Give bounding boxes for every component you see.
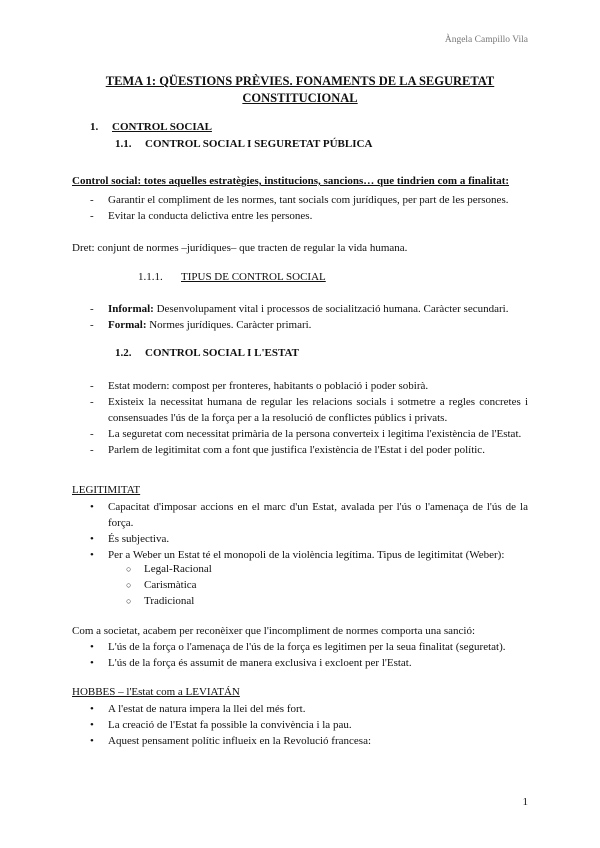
list-item	[72, 531, 528, 547]
circle-marker: ○	[126, 564, 132, 574]
bullet-marker: •	[90, 719, 94, 731]
list-item-text: Legal-Racional	[144, 563, 212, 575]
list-item	[72, 378, 528, 394]
list-item	[72, 317, 528, 333]
list-item-text: Desenvolupament vital i processos de socialització humana. Caràcter secundari.	[153, 303, 509, 315]
societat-list	[72, 639, 528, 671]
heading-text: TIPUS DE CONTROL SOCIAL	[181, 271, 326, 283]
list-item	[72, 577, 528, 593]
heading-number: 1.1.	[115, 138, 132, 150]
dash-marker: -	[90, 194, 94, 206]
list-item-text: La creació de l'Estat fa possible la convivència i la pau.	[108, 719, 352, 731]
list-item-label: Formal:	[108, 319, 147, 331]
list-item	[72, 442, 528, 458]
heading-text: CONTROL SOCIAL	[112, 121, 212, 133]
heading-number: 1.	[90, 121, 99, 133]
heading-control-social	[90, 121, 212, 133]
bullet-marker: •	[90, 641, 94, 653]
bullet-marker: •	[90, 533, 94, 545]
list-item-text: A l'estat de natura impera la llei del més fort.	[108, 703, 306, 715]
list-item	[72, 639, 528, 655]
heading-number: 1.1.1.	[138, 271, 163, 283]
heading-text: CONTROL SOCIAL I SEGURETAT PÚBLICA	[145, 138, 373, 150]
list-item-label: Informal:	[108, 303, 154, 315]
document-title: TEMA 1: QÜESTIONS PRÈVIES. FONAMENTS DE LA SEGURETAT CONSTITUCIONAL	[105, 74, 495, 105]
list-item	[72, 593, 528, 609]
bullet-marker: •	[90, 735, 94, 747]
bullet-marker: •	[90, 657, 94, 669]
heading-control-social-estat	[115, 347, 299, 359]
list-item	[72, 192, 528, 208]
circle-marker: ○	[126, 580, 132, 590]
list-item-text: Per a Weber un Estat té el monopoli de la violència legítima. Tipus de legitimitat (Weber):	[108, 549, 505, 561]
heading-text: CONTROL SOCIAL I L'ESTAT	[145, 347, 299, 359]
dret-definition: Dret: conjunt de normes –jurídiques– que tracten de regular la vida humana.	[72, 242, 408, 254]
hobbes-list	[72, 701, 528, 749]
list-item-text: Estat modern: compost per fronteres, habitants o població i poder sobirà.	[108, 380, 429, 392]
dash-marker: -	[90, 444, 94, 456]
list-item-text: Normes jurídiques. Caràcter primari.	[146, 319, 312, 331]
header-author: Àngela Campillo Vila	[444, 35, 528, 45]
dash-marker: -	[90, 380, 94, 392]
list-item	[72, 301, 528, 317]
control-social-list	[72, 192, 528, 224]
list-item-text: Evitar la conducta delictiva entre les persones.	[108, 210, 313, 222]
page-number: 1	[522, 796, 528, 808]
weber-types-list	[72, 561, 528, 609]
list-item-text: Tradicional	[144, 595, 195, 607]
bullet-marker: •	[90, 703, 94, 715]
list-item	[72, 394, 528, 426]
societat-intro: Com a societat, acabem per reconèixer que l'incompliment de normes comporta una sanció:	[72, 625, 476, 637]
dash-marker: -	[90, 303, 94, 315]
list-item-text: Aquest pensament polític influeix en la Revolució francesa:	[108, 735, 372, 747]
dash-marker: -	[90, 428, 94, 440]
list-item	[72, 499, 528, 531]
hobbes-heading: HOBBES – l'Estat com a LEVIATÁN	[72, 686, 240, 698]
list-item	[72, 733, 528, 749]
legitimitat-heading: LEGITIMITAT	[72, 484, 141, 496]
heading-control-social-seguretat	[115, 138, 372, 150]
list-item	[72, 426, 528, 442]
heading-number: 1.2.	[115, 347, 132, 359]
bullet-marker: •	[90, 501, 94, 513]
heading-tipus-control-social	[138, 271, 326, 283]
circle-marker: ○	[126, 596, 132, 606]
list-item-text: Capacitat d'imposar accions en el marc d'un Estat, avalada per l'ús o l'amenaça de l'ús de la força.	[108, 501, 528, 529]
control-social-intro	[72, 173, 528, 189]
list-item-text: La seguretat com necessitat primària de la persona converteix i legitima l'existència de l'Estat.	[108, 428, 522, 440]
list-item	[72, 701, 528, 717]
list-item-text: Garantir el compliment de les normes, tant socials com jurídiques, per part de les persones.	[108, 194, 509, 206]
list-item-text: És subjectiva.	[108, 533, 170, 545]
list-item-text: L'ús de la força o l'amenaça de l'ús de la força es legitimen per la seua finalitat (seguretat).	[108, 641, 506, 653]
estat-list	[72, 378, 528, 458]
list-item-text: Parlem de legitimitat com a font que justifica l'existència de l'Estat i del poder polític.	[108, 444, 485, 456]
bullet-marker: •	[90, 549, 94, 561]
legitimitat-list	[72, 499, 528, 563]
list-item-text: L'ús de la força és assumit de manera exclusiva i excloent per l'Estat.	[108, 657, 412, 669]
list-item-text: Existeix la necessitat humana de regular les relacions socials i sotmetre a regles concretes i consensuades l'ús de la força per a la resolució de conflictes públics i privats.	[108, 396, 528, 424]
list-item	[72, 717, 528, 733]
list-item	[72, 208, 528, 224]
dash-marker: -	[90, 210, 94, 222]
list-item	[72, 561, 528, 577]
list-item	[72, 655, 528, 671]
intro-text: Control social: totes aquelles estratègies, institucions, sancions… que tindrien com a finalitat:	[72, 175, 510, 187]
dash-marker: -	[90, 319, 94, 331]
dash-marker: -	[90, 396, 94, 408]
list-item-text: Carismàtica	[144, 579, 197, 591]
tipus-list	[72, 301, 528, 333]
